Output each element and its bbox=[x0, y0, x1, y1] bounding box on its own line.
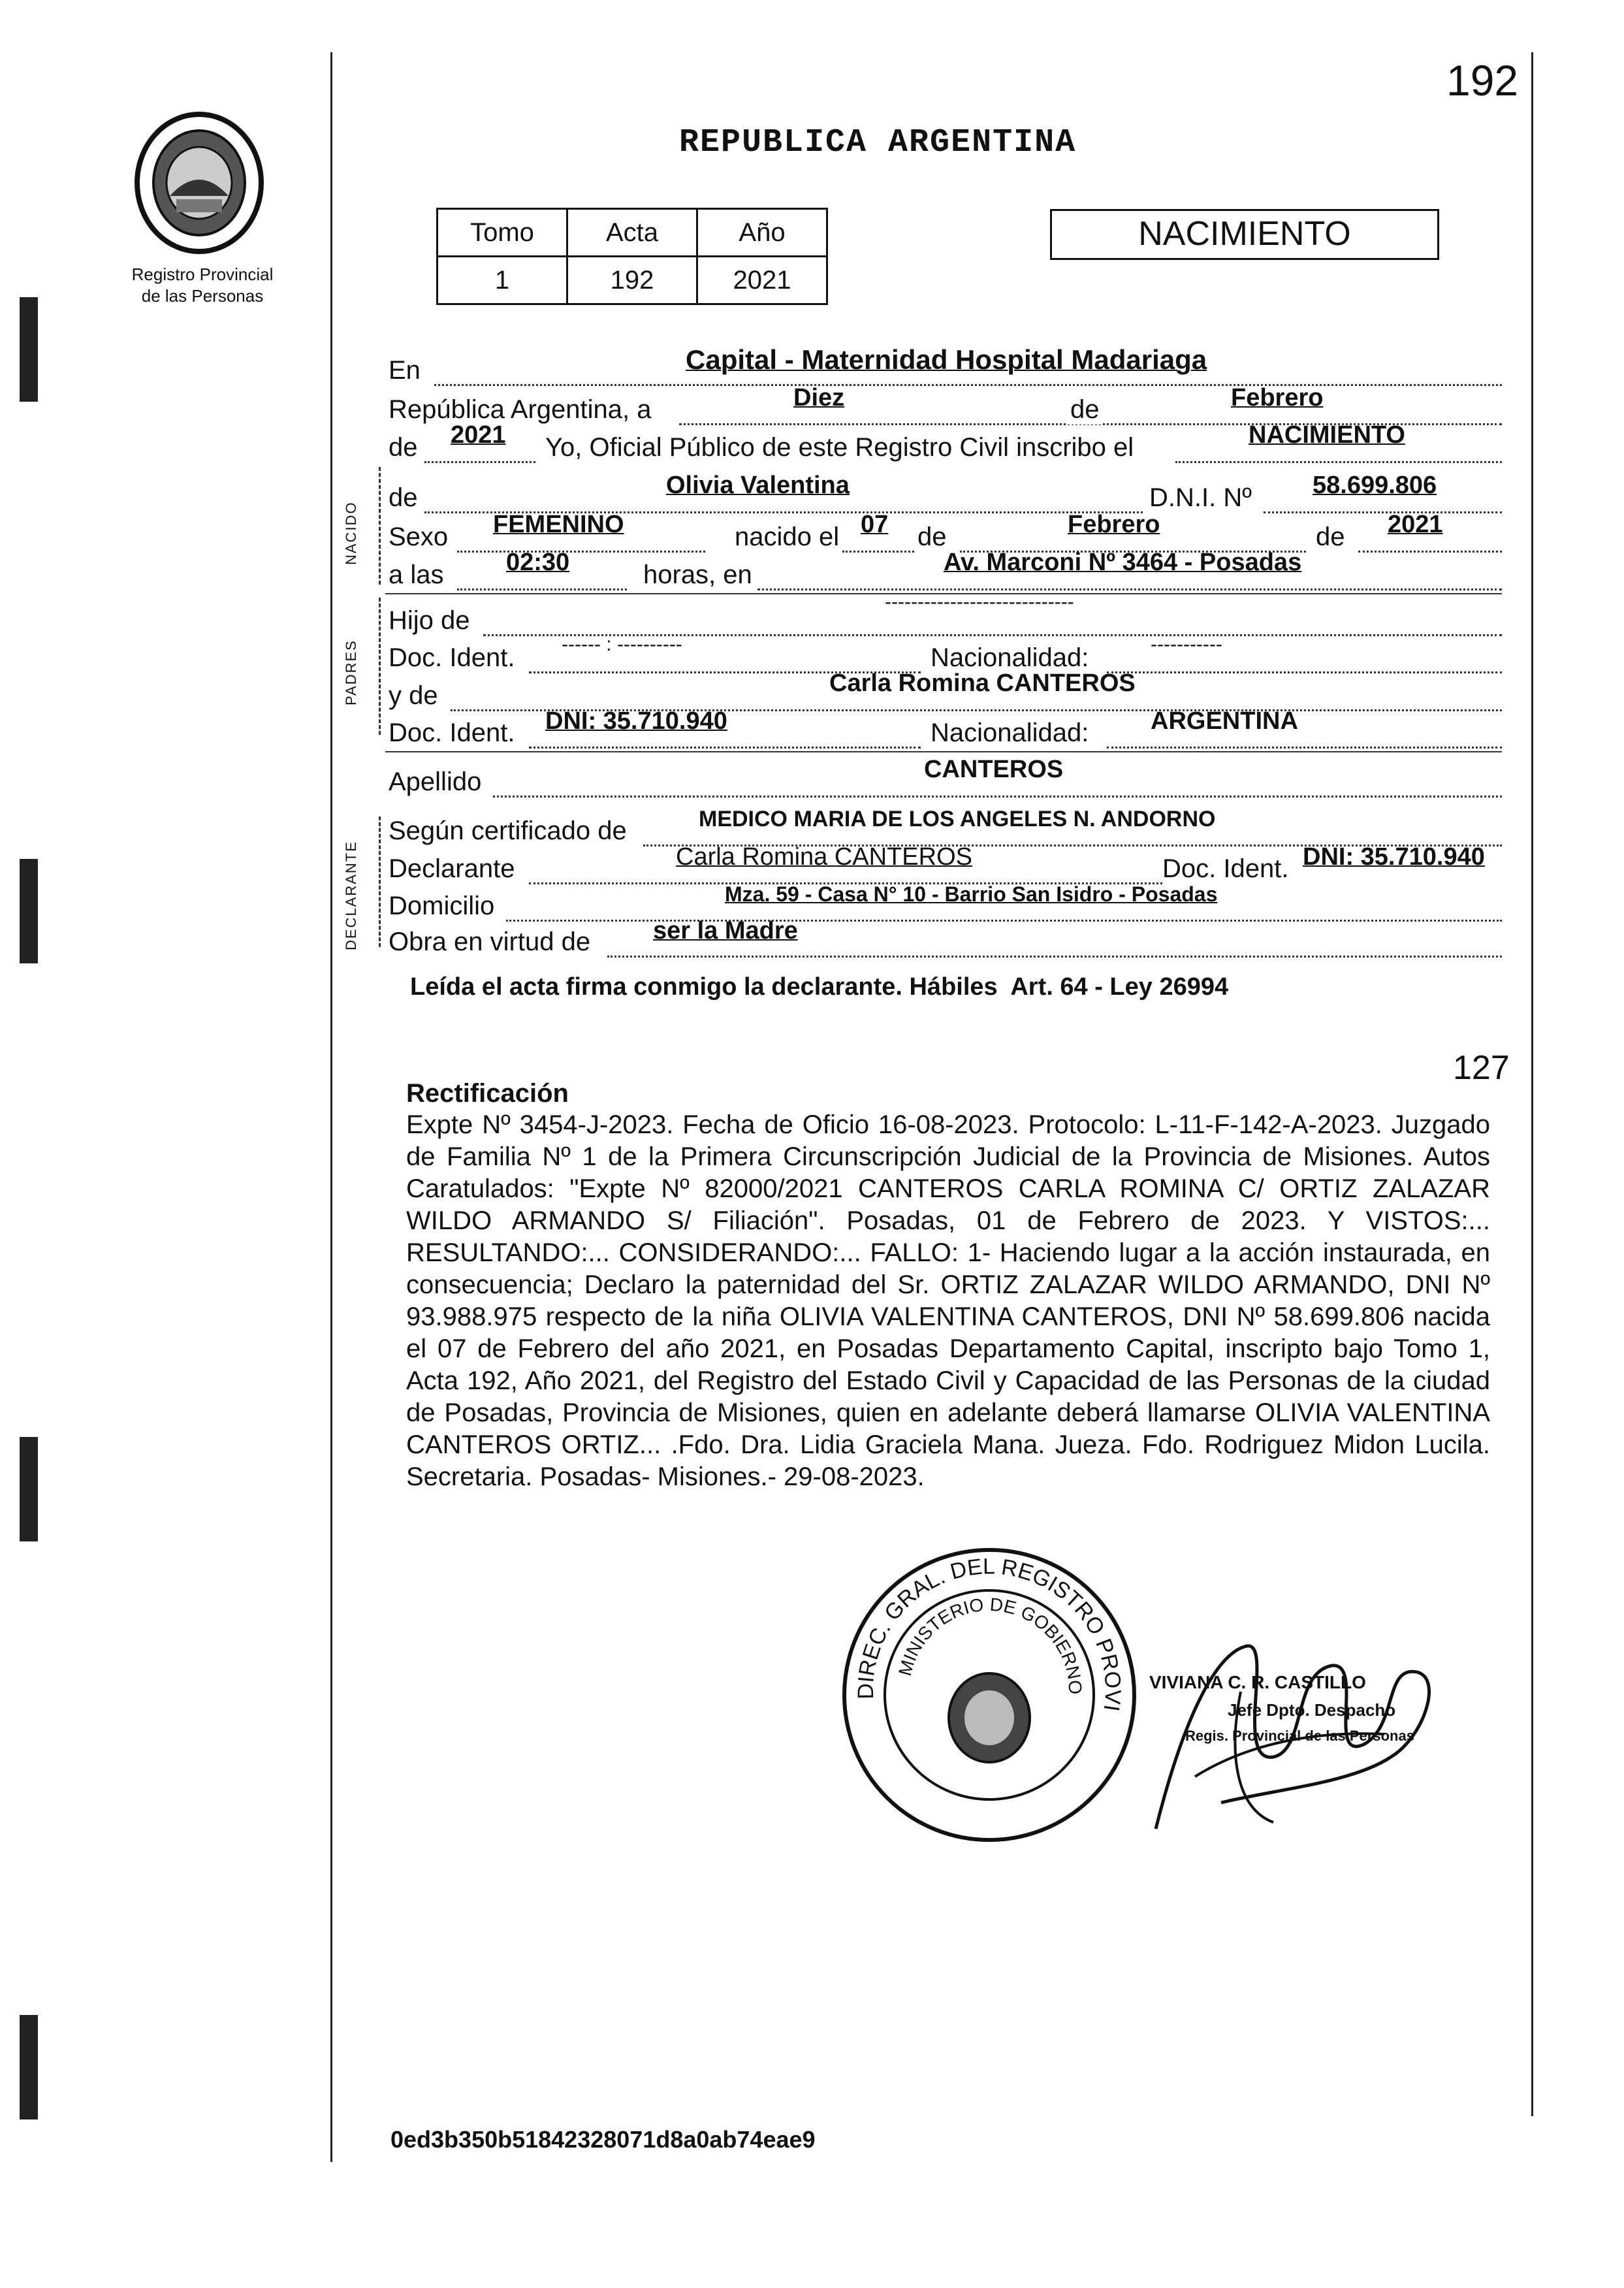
table-header-anio: Año bbox=[697, 209, 827, 257]
day-value: Diez bbox=[793, 384, 845, 411]
doc1-label: Doc. Ident. bbox=[389, 643, 515, 672]
record-type-box: NACIMIENTO bbox=[1050, 209, 1439, 260]
document-title: REPUBLICA ARGENTINA bbox=[679, 124, 1077, 161]
nacido-bar bbox=[379, 467, 381, 585]
section-label-padres: PADRES bbox=[343, 639, 359, 705]
de-label: de bbox=[1068, 395, 1102, 425]
dotted-line bbox=[607, 956, 1502, 958]
doc2-value: DNI: 35.710.940 bbox=[545, 707, 727, 735]
nacido-anio: 2021 bbox=[1388, 511, 1443, 538]
table-header-acta: Acta bbox=[567, 209, 697, 257]
declarante-bar bbox=[379, 816, 381, 947]
declarante-label: Declarante bbox=[389, 854, 515, 883]
nacido-de2-label: de bbox=[1316, 523, 1345, 551]
padres-bar bbox=[379, 598, 381, 735]
scan-mark bbox=[20, 2015, 38, 2119]
dni-label: D.N.I. Nº bbox=[1149, 483, 1252, 512]
rectificacion-body: Expte Nº 3454-J-2023. Fecha de Oficio 16-08-2023. Protocolo: L-11-F-142-A-2023. Juzgado de Familia Nº 1 de la Primera Circunscripción Judicial de la Provincia de Misiones. Autos Caratulados: "Expte Nº 82000/2021 CANTEROS CARLA ROMINA C/ ORTIZ ZALAZAR WILDO ARMANDO S/ Filiación". Posadas, 01 de Febrero de 2023. Y VISTOS:... RESULTANDO:... CONSIDERANDO:... FALLO: 1- Haciendo lugar a la acción instaurada, en consecuencia; Declaro la paternidad del Sr. ORTIZ ZALAZAR WILDO ARMANDO, DNI Nº 93.988.975 respecto de la niña OLIVIA VALENTINA CANTEROS, DNI Nº 58.699.806 nacida el 07 de Febrero del año 2021, en Posadas Departamento Capital, inscripto bajo Tomo 1, Acta 192, Año 2021, del Registro del Estado Civil y Capacidad de las Personas de la ciudad de Posadas, Provincia de Misiones, quien en adelante deberá llamarse OLIVIA VALENTINA CANTEROS ORTIZ... .Fdo. Dra. Lidia Graciela Mana. Jueza. Fdo. Rodriguez Midon Lucila. Secretaria. Posadas- Misiones.- 29-08-2023. bbox=[406, 1110, 1490, 1491]
en-label: En bbox=[389, 356, 421, 385]
obra-label: Obra en virtud de bbox=[389, 927, 591, 956]
rectificacion-title: Rectificación bbox=[406, 1079, 569, 1108]
dotted-line bbox=[1264, 511, 1502, 513]
dotted-line bbox=[434, 384, 1502, 386]
dotted-line bbox=[1358, 551, 1502, 553]
nac2-label: Nacionalidad: bbox=[931, 718, 1089, 747]
domicilio-label: Domicilio bbox=[389, 892, 495, 920]
hijo-label: Hijo de bbox=[389, 606, 470, 635]
nacido-de-label: de bbox=[917, 523, 947, 551]
dotted-line bbox=[757, 588, 1502, 590]
registry-label-line1: Registro Provincial bbox=[131, 265, 274, 284]
nacido-dia: 07 bbox=[861, 511, 889, 538]
stamp-outer-text: DIREC. GRAL. DEL REGISTRO PROVI bbox=[853, 1554, 1126, 1713]
dotted-line bbox=[842, 551, 914, 553]
dotted-line bbox=[424, 461, 535, 463]
dotted-line bbox=[529, 747, 921, 749]
document-hash: 0ed3b350b51842328071d8a0ab74eae9 bbox=[390, 2126, 816, 2153]
apellido-label: Apellido bbox=[389, 767, 482, 796]
month-value: Febrero bbox=[1231, 384, 1324, 411]
inscribo-value: NACIMIENTO bbox=[1249, 421, 1405, 449]
dotted-line bbox=[1175, 461, 1502, 463]
en-value: Capital - Maternidad Hospital Madariaga bbox=[686, 344, 1207, 375]
doc1-value: ------ : ---------- bbox=[562, 634, 682, 655]
signature-stamp-line2: Jefe Dpto. Despacho bbox=[1228, 1700, 1396, 1720]
doc2-label: Doc. Ident. bbox=[389, 718, 515, 747]
nacido-mes: Febrero bbox=[1068, 511, 1160, 538]
dotted-line bbox=[493, 796, 1502, 798]
scan-mark bbox=[20, 297, 38, 402]
table-value-tomo: 1 bbox=[438, 257, 567, 304]
horas-en-label: horas, en bbox=[643, 560, 752, 589]
dotted-line bbox=[1107, 671, 1502, 673]
table-value-anio: 2021 bbox=[697, 257, 827, 304]
nombre-value: Olivia Valentina bbox=[666, 472, 850, 499]
apellido-value: CANTEROS bbox=[924, 756, 1064, 783]
sexo-label: Sexo bbox=[389, 523, 449, 551]
de2-label: de bbox=[389, 433, 418, 462]
docdecl-label: Doc. Ident. bbox=[1162, 854, 1289, 883]
dni-value: 58.699.806 bbox=[1313, 472, 1437, 499]
dotted-line bbox=[457, 588, 627, 590]
lugar-value: Av. Marconi Nº 3464 - Posadas bbox=[944, 549, 1302, 576]
nacido-label: nacido el bbox=[735, 523, 840, 551]
dotted-line bbox=[1107, 747, 1502, 749]
registry-label-line2: de las Personas bbox=[141, 286, 264, 306]
provincial-seal bbox=[131, 111, 268, 261]
sexo-value: FEMENINO bbox=[493, 511, 624, 538]
stamp-inner-text: MINISTERIO DE GOBIERNO bbox=[895, 1594, 1086, 1695]
nac1-value: ----------- bbox=[1151, 634, 1222, 655]
inscribo-label: Yo, Oficial Público de este Registro Civil inscribo el bbox=[545, 433, 1134, 462]
record-table bbox=[436, 208, 828, 305]
dotted-line bbox=[457, 551, 705, 553]
signature-stamp-line3: Regis. Provincial de las Personas bbox=[1185, 1728, 1414, 1744]
rectificacion-number: 127 bbox=[1453, 1049, 1510, 1087]
section-label-nacido: NACIDO bbox=[343, 501, 359, 565]
docdecl-value: DNI: 35.710.940 bbox=[1303, 843, 1485, 871]
declarante-value: Carla Romina CANTEROS bbox=[676, 843, 972, 871]
right-margin-line bbox=[1531, 52, 1533, 2116]
nombre-label: de bbox=[389, 483, 418, 512]
section-label-declarante: DECLARANTE bbox=[343, 841, 359, 950]
table-value-acta: 192 bbox=[567, 257, 697, 304]
left-margin-line bbox=[330, 52, 332, 2162]
hijo-value: ----------------------------- bbox=[885, 591, 1074, 613]
hora-value: 02:30 bbox=[506, 549, 570, 576]
nac2-value: ARGENTINA bbox=[1151, 707, 1298, 735]
obra-value: ser la Madre bbox=[653, 917, 798, 944]
segun-value: MEDICO MARIA DE LOS ANGELES N. ANDORNO bbox=[699, 807, 1216, 831]
section-rule bbox=[385, 751, 1502, 752]
domicilio-value: Mza. 59 - Casa N° 10 - Barrio San Isidro - Posadas bbox=[725, 882, 1218, 906]
segun-label: Según certificado de bbox=[389, 816, 627, 845]
scan-mark bbox=[20, 859, 38, 963]
madre-value: Carla Romina CANTEROS bbox=[829, 669, 1136, 697]
scan-mark bbox=[20, 1437, 38, 1541]
nac1-label: Nacionalidad: bbox=[931, 643, 1089, 672]
year-value: 2021 bbox=[451, 421, 506, 449]
signature-stamp-line1: VIVIANA C. R. CASTILLO bbox=[1149, 1672, 1366, 1692]
page-number: 192 bbox=[1446, 56, 1519, 105]
yde-label: y de bbox=[389, 681, 438, 710]
closing-line: Leída el acta firma conmigo la declarante. Hábiles Art. 64 - Ley 26994 bbox=[410, 973, 1229, 1001]
republica-label: República Argentina, a bbox=[389, 395, 652, 424]
hora-label: a las bbox=[389, 560, 444, 589]
table-header-tomo: Tomo bbox=[438, 209, 567, 257]
